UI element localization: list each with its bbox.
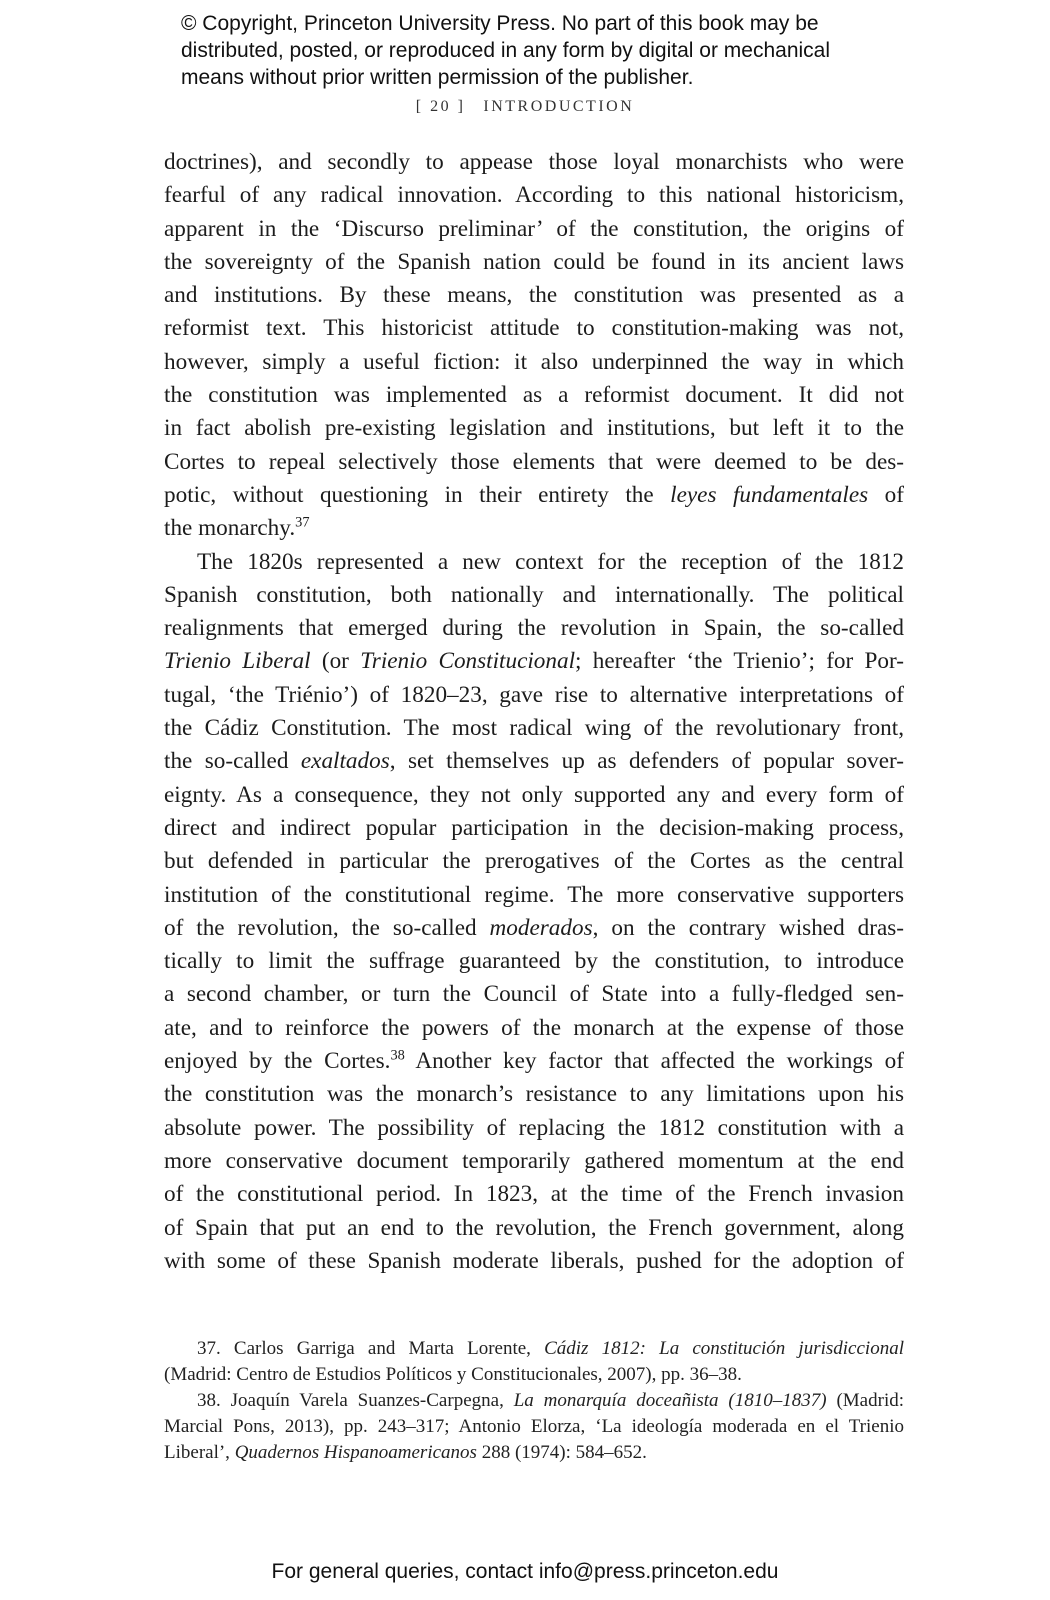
running-head xyxy=(0,98,1050,116)
text-line: The 1820s represented a new context for the reception of the 1812 xyxy=(197,548,904,575)
text-line: eignty. As a consequence, they not only supported any and every form of xyxy=(164,781,904,808)
text-line xyxy=(164,1045,904,1078)
text-line xyxy=(164,512,904,545)
italic-term: moderados xyxy=(489,914,593,941)
text-line: the constitution was implemented as a reformist document. It did not xyxy=(164,382,904,409)
footnote-38-line xyxy=(164,1388,904,1414)
text-line: tugal, ‘the Triénio’) of 1820–23, gave rise to alternative interpretations of xyxy=(164,681,904,708)
text-line xyxy=(164,912,904,945)
text-segment: 37. Carlos Garriga and Marta Lorente, xyxy=(197,1338,545,1359)
text-line: a second chamber, or turn the Council of State into a fully-fledged sen- xyxy=(164,981,904,1008)
italic-term: exaltados xyxy=(300,748,390,775)
text-line: tically to limit the suffrage guaranteed by the constitution, to introduce xyxy=(164,948,904,975)
copyright-line: distributed, posted, or reproduced in any form by digital or mechanical xyxy=(181,39,831,62)
text-segment: the so-called xyxy=(164,748,301,775)
copyright-line: means without prior written permission of the publisher. xyxy=(181,66,694,89)
text-line: Cortes to repeal selectively those elements that were deemed to be des- xyxy=(164,448,904,475)
text-segment: of xyxy=(868,481,904,508)
text-line: the Cádiz Constitution. The most radical wing of the revolutionary front, xyxy=(164,715,904,742)
text-line xyxy=(164,745,904,778)
paragraph xyxy=(164,146,904,546)
text-segment: ; hereafter ‘the Trienio’; for Por- xyxy=(575,648,904,675)
italic-title: Quadernos Hispanoamericanos xyxy=(234,1442,477,1463)
text-segment: enjoyed by the Cortes. xyxy=(164,1048,391,1075)
text-segment: 288 (1974): 584–652. xyxy=(476,1442,647,1463)
footnotes xyxy=(164,1336,904,1466)
text-line: reformist text. This historicist attitude to constitution-making was not, xyxy=(164,315,904,342)
text-line: absolute power. The possibility of replacing the 1812 constitution with a xyxy=(164,1114,904,1141)
text-line: ate, and to reinforce the powers of the monarch at the expense of those xyxy=(164,1014,904,1041)
text-line: but defended in particular the prerogatives of the Cortes as the central xyxy=(164,848,904,875)
italic-title: La monarquía doceañista (1810–1837) xyxy=(513,1390,827,1411)
text-line: apparent in the ‘Discurso preliminar’ of the constitution, the origins of xyxy=(164,215,904,242)
footnote-38-line xyxy=(164,1440,904,1466)
text-line: the sovereignty of the Spanish nation could be found in its ancient laws xyxy=(164,248,904,275)
text-segment: , set themselves up as defenders of popular sover- xyxy=(389,748,904,775)
italic-term: Trienio Constitucional xyxy=(360,648,576,675)
italic-term: Trienio Liberal xyxy=(164,648,311,675)
text-line xyxy=(164,479,904,512)
footnote-ref-37[interactable]: 37 xyxy=(295,514,310,531)
footnote-37-line xyxy=(164,1336,904,1362)
text-line: Spanish constitution, both nationally and internationally. The political xyxy=(164,581,904,608)
footnote-37-line: (Madrid: Centro de Estudios Políticos y Constitucionales, 2007), pp. 36–38. xyxy=(164,1364,742,1385)
text-segment: potic, without questioning in their entirety the xyxy=(164,481,671,508)
footer-contact: For general queries, contact info@press.princeton.edu xyxy=(271,1560,779,1583)
text-line xyxy=(164,645,904,678)
text-line: with some of these Spanish moderate liberals, pushed for the adoption of xyxy=(164,1247,904,1274)
text-segment: the monarchy. xyxy=(164,515,296,542)
text-segment: Another key factor that affected the workings of xyxy=(404,1048,904,1075)
text-line: institution of the constitutional regime. The more conservative supporters xyxy=(164,881,904,908)
text-line: and institutions. By these means, the constitution was presented as a xyxy=(164,282,904,309)
italic-title: Cádiz 1812: La constitución jurisdiccional xyxy=(544,1338,904,1359)
text-segment: (Madrid: xyxy=(826,1390,904,1411)
text-line: the constitution was the monarch’s resistance to any limitations upon his xyxy=(164,1081,904,1108)
text-segment: (or xyxy=(310,648,361,675)
text-line: realignments that emerged during the revolution in Spain, the so-called xyxy=(164,615,904,642)
footnote-38-line: Marcial Pons, 2013), pp. 243–317; Antonio Elorza, ‘La ideología moderada en el Trienio xyxy=(164,1416,904,1437)
text-segment: of the revolution, the so-called xyxy=(164,914,490,941)
body-text xyxy=(164,146,904,1278)
text-line: in fact abolish pre-existing legislation and institutions, but left it to the xyxy=(164,415,904,442)
italic-term: leyes fundamentales xyxy=(670,481,869,508)
copyright-notice xyxy=(181,10,921,91)
text-line: however, simply a useful fiction: it also underpinned the way in which xyxy=(164,348,904,375)
text-segment: 38. Joaquín Varela Suanzes-Carpegna, xyxy=(197,1390,514,1411)
text-line: of Spain that put an end to the revolution, the French government, along xyxy=(164,1214,904,1241)
text-segment: , on the contrary wished dras- xyxy=(592,914,904,941)
paragraph xyxy=(164,546,904,1279)
page-number: [ 20 ] xyxy=(415,98,466,115)
text-line: direct and indirect popular participation in the decision-making process, xyxy=(164,814,904,841)
text-line: of the constitutional period. In 1823, at the time of the French invasion xyxy=(164,1181,904,1208)
text-line: fearful of any radical innovation. According to this national historicism, xyxy=(164,182,904,209)
text-line: doctrines), and secondly to appease those loyal monarchists who were xyxy=(164,149,904,175)
copyright-line: © Copyright, Princeton University Press. No part of this book may be xyxy=(181,12,819,35)
text-line: more conservative document temporarily gathered momentum at the end xyxy=(164,1147,904,1174)
chapter-title: INTRODUCTION xyxy=(483,98,635,115)
text-segment: Liberal’, xyxy=(164,1442,235,1463)
footnote-ref-38[interactable]: 38 xyxy=(390,1047,405,1064)
